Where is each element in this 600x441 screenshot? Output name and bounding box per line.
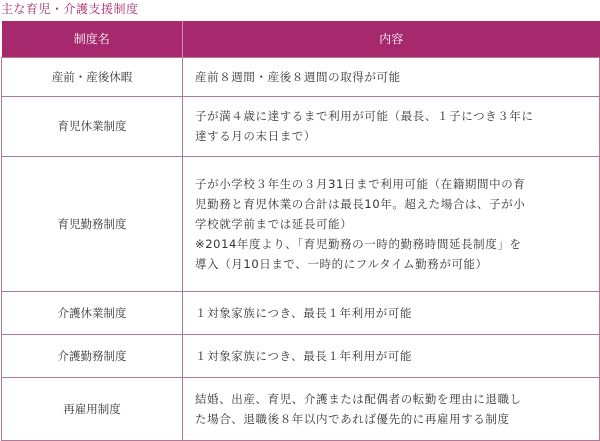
table-header-row xyxy=(2,21,600,57)
content-line: 産前８週間・産後８週間の取得が可能 xyxy=(195,69,401,84)
system-name-cell: 産前・産後休暇 xyxy=(2,57,183,96)
system-name-cell: 育児休業制度 xyxy=(2,96,183,156)
table-row xyxy=(2,57,600,96)
content-line: ※2014年度より、「育児勤務の一時的勤務時間延長制度」を xyxy=(195,236,522,251)
content-line: 導入（月10日まで、一時的にフルタイム勤務が可能） xyxy=(195,256,488,271)
content-cell xyxy=(183,57,600,96)
table-row xyxy=(2,334,600,377)
content-line: 達する月の末日まで） xyxy=(195,129,316,143)
content-line: 子が小学校３年生の３月31日まで利用可能（在籍期間中の育 xyxy=(195,176,526,191)
content-line: 児勤務と育児休業の合計は最長10年。超えた場合は、子が小 xyxy=(195,196,526,211)
content-cell xyxy=(183,156,600,291)
column-header-content: 内容 xyxy=(379,32,404,47)
system-name-cell: 再雇用制度 xyxy=(2,377,183,440)
content-line: １対象家族につき、最長１年利用が可能 xyxy=(195,305,413,320)
support-systems-table xyxy=(1,21,600,441)
content-cell xyxy=(183,96,600,156)
content-cell xyxy=(183,377,600,440)
content-cell xyxy=(183,291,600,334)
column-header-system-name: 制度名 xyxy=(2,21,183,57)
system-name-cell: 育児勤務制度 xyxy=(2,156,183,291)
content-line: 学校就学前までは延長可能） xyxy=(195,216,353,231)
table-caption: 主な育児・介護支援制度 xyxy=(1,2,139,16)
content-line: た場合、退職後８年以内であれば優先的に再雇用する制度 xyxy=(195,411,510,426)
content-cell xyxy=(183,334,600,377)
table-row xyxy=(2,291,600,334)
table-row xyxy=(2,96,600,156)
table-row xyxy=(2,377,600,440)
content-line: 結婚、出産、育児、介護または配偶者の転勤を理由に退職し xyxy=(195,391,522,406)
table-row xyxy=(2,156,600,291)
system-name-cell: 介護勤務制度 xyxy=(2,334,183,377)
content-line: １対象家族につき、最長１年利用が可能 xyxy=(195,348,413,363)
content-line: 子が満４歳に達するまで利用が可能（最長、１子につき３年に xyxy=(195,109,534,123)
system-name-cell: 介護休業制度 xyxy=(2,291,183,334)
